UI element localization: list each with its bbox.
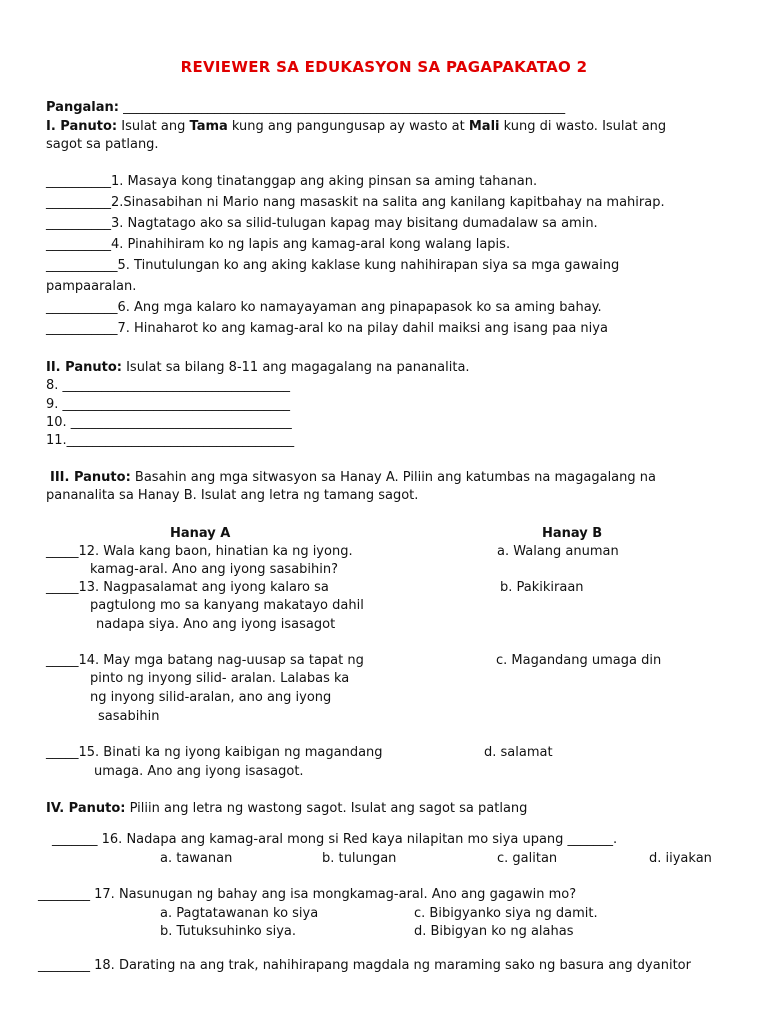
instr-text: Isulat ang [117, 119, 190, 134]
item-15-cont: umaga. Ano ang iyong isasagot. [94, 764, 304, 779]
item-4: __________4. Pinahihiram ko ng lapis ang kamag-aral kong walang lapis. [46, 237, 511, 252]
question-16: _______ 16. Nadapa ang kamag-aral mong si Red kaya nilapitan mo siya upang _______. [52, 832, 618, 847]
item-13: _____13. Nagpasalamat ang iyong kalaro sa [46, 580, 329, 595]
item-6: ___________6. Ang mga kalaro ko namayayaman ang pinapapasok ko sa aming bahay. [46, 300, 602, 315]
name-label: Pangalan: [46, 100, 119, 115]
question-17: ________ 17. Nasunugan ng bahay ang isa mongkamag-aral. Ano ang gagawin mo? [38, 887, 577, 902]
item-5: ___________5. Tinutulungan ko ang aking kaklase kung nahihirapan siya sa mga gawaing [46, 258, 620, 273]
item-12: _____12. Wala kang baon, hinatian ka ng iyong. [46, 544, 353, 559]
q16-option-d: d. iiyakan [649, 851, 712, 866]
name-row [46, 99, 565, 117]
item-5-cont: pampaaralan. [46, 279, 137, 294]
instr-text: Piliin ang letra ng wastong sagot. Isulat ang sagot sa patlang [125, 801, 528, 816]
section-4-instructions [46, 800, 527, 818]
section-2-heading: II. Panuto: [46, 360, 122, 375]
item-13-cont: nadapa siya. Ano ang iyong isasagot [96, 617, 336, 632]
section-1-heading: I. Panuto: [46, 119, 118, 134]
q17-option-d: d. Bibigyan ko ng alahas [414, 924, 574, 939]
q16-option-c: c. galitan [497, 851, 558, 866]
item-1: __________1. Masaya kong tinatanggap ang aking pinsan sa aming tahanan. [46, 174, 538, 189]
item-3: __________3. Nagtatago ako sa silid-tulugan kapag may bisitang dumadalaw sa amin. [46, 216, 598, 231]
q17-option-a: a. Pagtatawanan ko siya [160, 906, 319, 921]
section-4-heading: IV. Panuto: [46, 801, 126, 816]
item-15: _____15. Binati ka ng iyong kaibigan ng magandang [46, 745, 383, 760]
hanay-b-heading: Hanay B [542, 526, 603, 541]
q17-option-b: b. Tutuksuhinko siya. [160, 924, 297, 939]
option-b-d: d. salamat [484, 745, 553, 760]
q17-option-c: c. Bibigyanko siya ng damit. [414, 906, 598, 921]
answer-line-9: 9. ___________________________________ [46, 397, 291, 412]
section-3-instructions [50, 469, 656, 487]
item-14: _____14. May mga batang nag-uusap sa tapat ng [46, 653, 364, 668]
option-b-a: a. Walang anuman [497, 544, 619, 559]
tama-word: Tama [189, 119, 228, 134]
instr-text: Basahin ang mga sitwasyon sa Hanay A. Piliin ang katumbas na magagalang na [130, 470, 656, 485]
item-14-cont: ng inyong silid-aralan, ano ang iyong [90, 690, 332, 705]
answer-line-11: 11.___________________________________ [46, 433, 295, 448]
section-1-instructions-line2: sagot sa patlang. [46, 137, 159, 152]
instr-text: Isulat sa bilang 8-11 ang magagalang na pananalita. [121, 360, 470, 375]
mali-word: Mali [468, 119, 500, 134]
section-1-instructions [46, 118, 666, 136]
item-2: __________2.Sinasabihan ni Mario nang masaskit na salita ang kanilang kapitbahay na mahirap. [46, 195, 665, 210]
page-title: REVIEWER SA EDUKASYON SA PAGAPAKATAO 2 [180, 58, 588, 76]
option-b-c: c. Magandang umaga din [496, 653, 662, 668]
q16-option-b: b. tulungan [322, 851, 397, 866]
option-b-b: b. Pakikiraan [500, 580, 584, 595]
answer-line-10: 10. __________________________________ [46, 415, 292, 430]
item-12-cont: kamag-aral. Ano ang iyong sasabihin? [90, 562, 339, 577]
question-18: ________ 18. Darating na ang trak, nahihirapang magdala ng maraming sako ng basura ang dyanitor [38, 958, 691, 973]
instr-text: kung di wasto. Isulat ang [499, 119, 667, 134]
section-3-heading: III. Panuto: [50, 470, 131, 485]
item-14-cont: pinto ng inyong silid- aralan. Lalabas ka [90, 671, 350, 686]
hanay-a-heading: Hanay A [170, 526, 231, 541]
item-7: ___________7. Hinaharot ko ang kamag-aral ko na pilay dahil maiksi ang isang paa niya [46, 321, 608, 336]
section-3-instructions-line2: pananalita sa Hanay B. Isulat ang letra ng tamang sagot. [46, 488, 419, 503]
answer-line-8: 8. ___________________________________ [46, 378, 291, 393]
instr-text: kung ang pangungusap ay wasto at [227, 119, 469, 134]
name-blank: ____________________________________________________________________ [123, 100, 566, 115]
section-2-instructions [46, 359, 470, 377]
item-14-cont: sasabihin [98, 709, 160, 724]
item-13-cont: pagtulong mo sa kanyang makatayo dahil [90, 598, 364, 613]
q16-option-a: a. tawanan [160, 851, 233, 866]
